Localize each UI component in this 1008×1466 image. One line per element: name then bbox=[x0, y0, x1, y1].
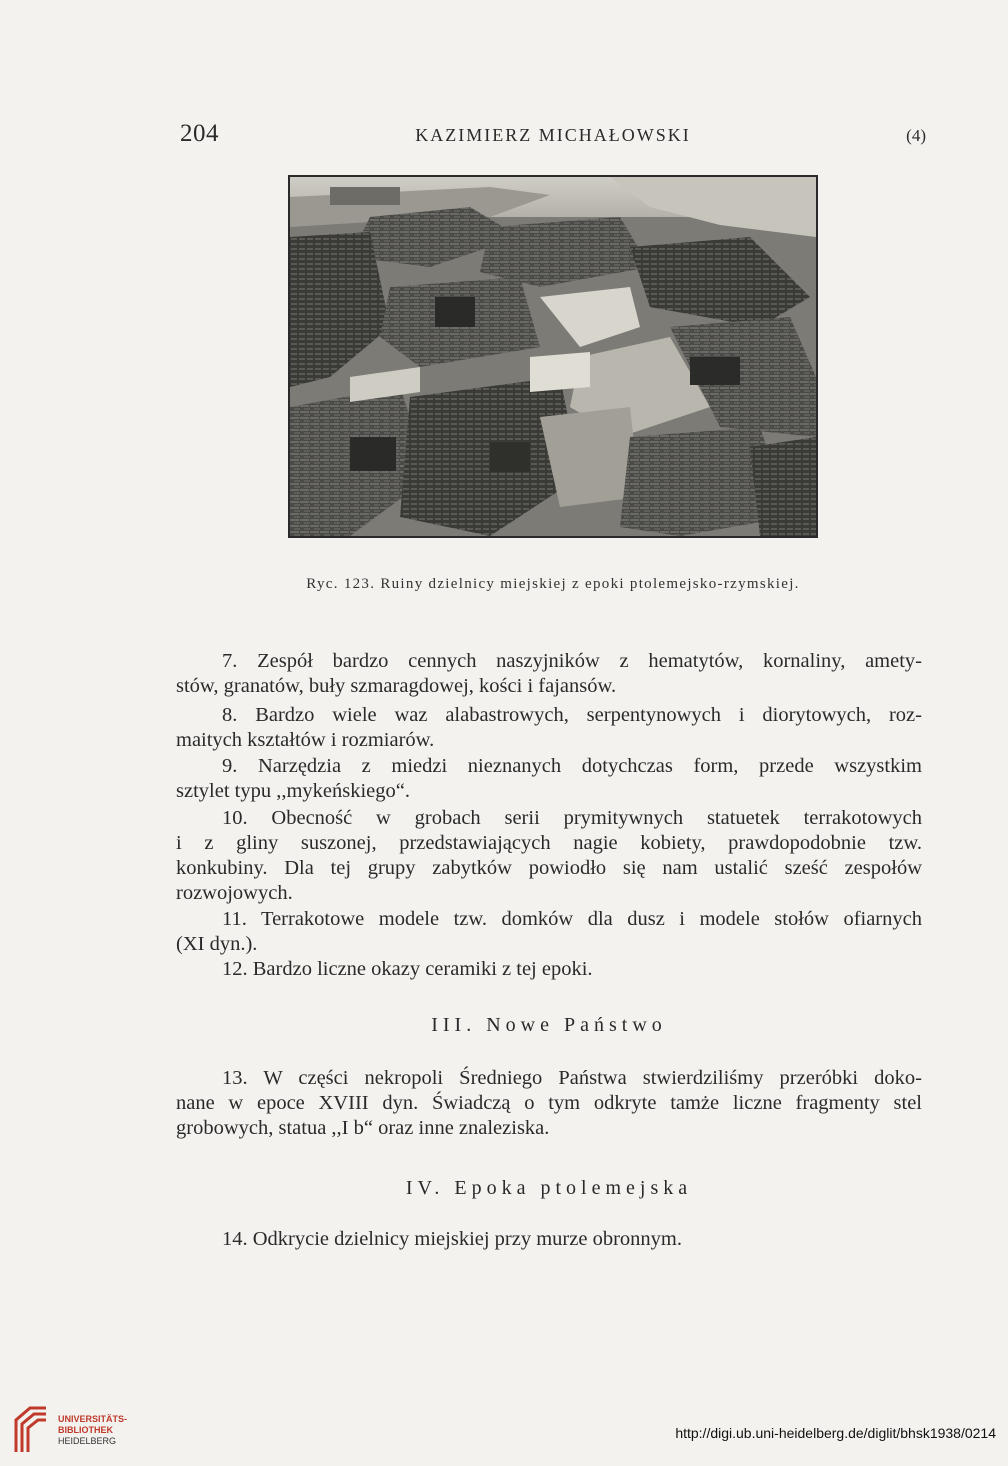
library-logo-icon bbox=[12, 1404, 50, 1456]
paragraph-11 bbox=[176, 907, 922, 957]
page-header bbox=[180, 120, 926, 150]
paragraph-line: 7. Zespół bardzo cennych naszyjników z hematytów, kornaliny, amety- bbox=[222, 650, 922, 672]
page-number: 204 bbox=[180, 120, 219, 147]
section-marker: (4) bbox=[906, 126, 926, 145]
paragraph-7 bbox=[176, 649, 922, 699]
library-logo[interactable] bbox=[12, 1404, 152, 1456]
library-logo-text bbox=[58, 1414, 127, 1447]
paragraph-line: (XI dyn.). bbox=[176, 933, 258, 955]
paragraph-12 bbox=[176, 957, 922, 982]
paragraph-line: 11. Terrakotowe modele tzw. domków dla dusz i modele stołów ofiarnych bbox=[222, 908, 922, 930]
paragraph-line: 12. Bardzo liczne okazy ceramiki z tej epoki. bbox=[222, 958, 593, 980]
excavation-photo bbox=[288, 175, 818, 538]
paragraph-line: 9. Narzędzia z miedzi nieznanych dotychczas form, przede wszystkim bbox=[222, 755, 922, 777]
paragraph-9 bbox=[176, 754, 922, 804]
running-title: KAZIMIERZ MICHAŁOWSKI bbox=[415, 125, 691, 145]
paragraph-line: 8. Bardzo wiele waz alabastrowych, serpentynowych i diorytowych, roz- bbox=[222, 704, 922, 726]
logo-line: BIBLIOTHEK bbox=[58, 1425, 113, 1435]
paragraph-line: grobowych, statua ,,I b“ oraz inne znaleziska. bbox=[176, 1117, 550, 1139]
paragraph-line: nane w epoce XVIII dyn. Świadczą o tym odkryte tamże liczne fragmenty stel bbox=[176, 1092, 922, 1114]
source-url-link[interactable]: http://digi.ub.uni-heidelberg.de/diglit/bhsk1938/0214 bbox=[675, 1425, 996, 1441]
ruins-photo-illustration bbox=[290, 177, 816, 536]
paragraph-line: 14. Odkrycie dzielnicy miejskiej przy murze obronnym. bbox=[222, 1228, 682, 1250]
paragraph-line: stów, granatów, buły szmaragdowej, kości i fajansów. bbox=[176, 675, 617, 697]
paragraph-line: i z gliny suszonej, przedstawiających nagie kobiety, prawdopodobnie tzw. bbox=[176, 832, 922, 854]
section-heading-nowe-panstwo: III. Nowe Państwo bbox=[431, 1014, 667, 1036]
paragraph-8 bbox=[176, 703, 922, 753]
paragraph-14 bbox=[176, 1227, 922, 1252]
paragraph-line: rozwojowych. bbox=[176, 882, 293, 904]
paragraph-line: 13. W części nekropoli Średniego Państwa stwierdziliśmy przeróbki doko- bbox=[222, 1067, 922, 1089]
paragraph-line: sztylet typu ,,mykeńskiego“. bbox=[176, 780, 410, 802]
paragraph-line: 10. Obecność w grobach serii prymitywnych statuetek terrakotowych bbox=[222, 807, 922, 829]
logo-line: UNIVERSITÄTS- bbox=[58, 1414, 128, 1424]
section-heading-epoka-ptolemejska: IV. Epoka ptolemejska bbox=[405, 1177, 693, 1199]
paragraph-10 bbox=[176, 806, 922, 906]
paragraph-line: konkubiny. Dla tej grupy zabytków powiodło się nam ustalić sześć zespołów bbox=[176, 857, 922, 879]
figure-caption: Ryc. 123. Ruiny dzielnicy miejskiej z epoki ptolemejsko-rzymskiej. bbox=[306, 576, 800, 592]
paragraph-13 bbox=[176, 1066, 922, 1141]
paragraph-line: maitych kształtów i rozmiarów. bbox=[176, 729, 435, 751]
logo-line: HEIDELBERG bbox=[58, 1436, 117, 1446]
